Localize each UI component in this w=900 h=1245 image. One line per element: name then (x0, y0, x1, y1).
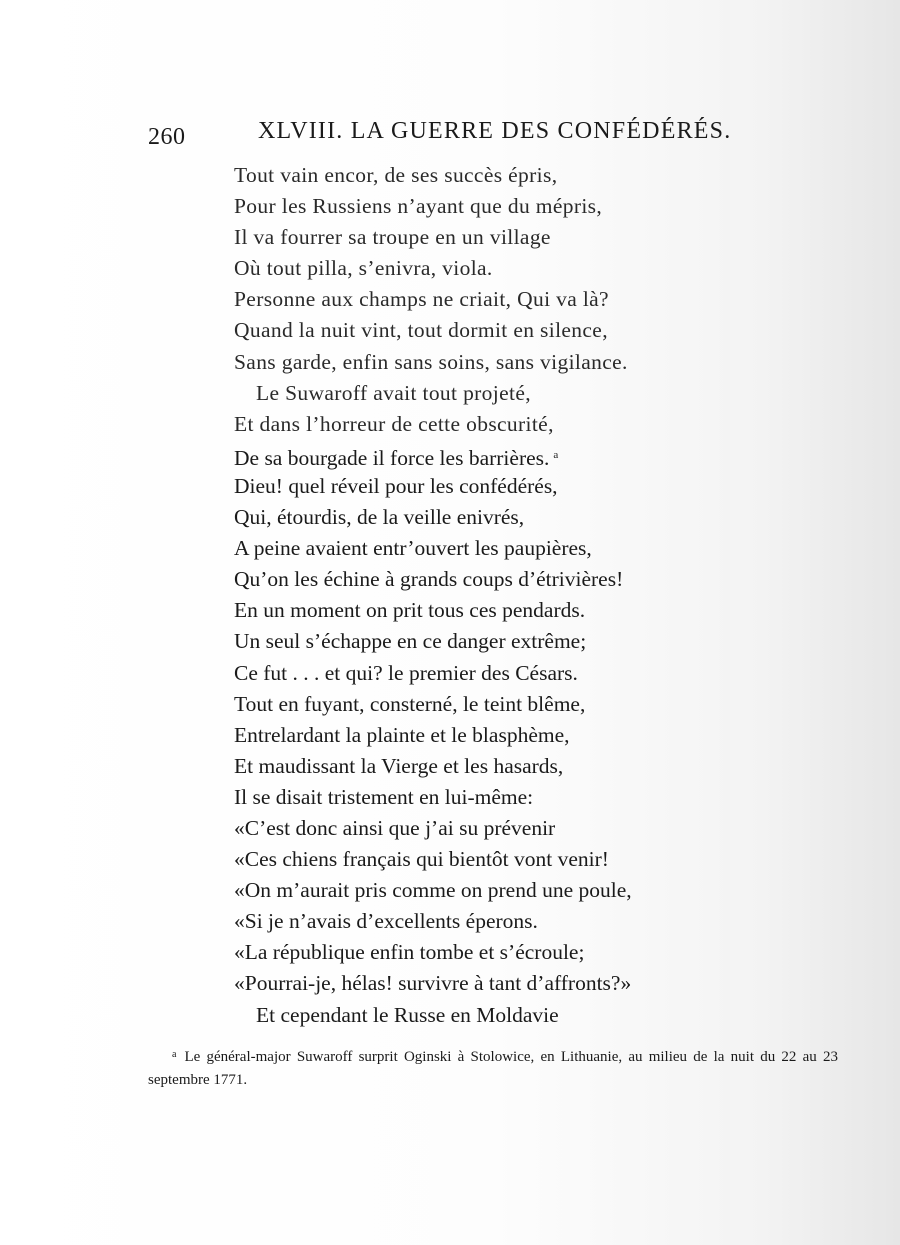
verse-line: Où tout pilla, s’enivra, viola. (234, 256, 493, 281)
verse-line: Tout vain encor, de ses succès épris, (234, 163, 558, 187)
verse-line: Et dans l’horreur de cette obscurité, (234, 411, 554, 436)
verse-line: «C’est donc ainsi que j’ai su prévenir (234, 815, 556, 840)
verse-line: Qu’on les échine à grands coups d’étrivières! (234, 567, 624, 592)
footnote-reference: a (553, 448, 559, 461)
footnote-marker: a (172, 1049, 177, 1060)
verse-line: Qui, étourdis, de la veille enivrés, (234, 505, 525, 530)
verse-line: Et cependant le Russe en Moldavie (256, 1002, 559, 1027)
footnote (148, 1043, 838, 1092)
verse-line: Un seul s’échappe en ce danger extrême; (234, 629, 587, 654)
verse-line: Entrelardant la plainte et le blasphème, (234, 722, 570, 747)
verse-line: «Si je n’avais d’excellents éperons. (234, 909, 538, 934)
verse-line: «Pourrai-je, hélas! survivre à tant d’affronts?» (234, 971, 632, 996)
verse-line: Pour les Russiens n’ayant que du mépris, (234, 194, 603, 219)
verse-line: «On m’aurait pris comme on prend une poule, (234, 878, 632, 903)
poem-body (234, 160, 794, 1031)
verse-line: Ce fut . . . et qui? le premier des Césars. (234, 660, 578, 685)
verse-line: Dieu! quel réveil pour les confédérés, (234, 473, 558, 498)
verse-text: De sa bourgade il force les barrières. (234, 445, 550, 470)
verse-line: Et maudissant la Vierge et les hasards, (234, 753, 564, 778)
footnote-text: Le général-major Suwaroff surprit Oginski à Stolowice, en Lithuanie, au milieu de la nuit du 22 au 23 septembre 1771. (148, 1049, 838, 1088)
verse-line: «Ces chiens français qui bientôt vont venir! (234, 847, 609, 872)
verse-line: A peine avaient entr’ouvert les paupières, (234, 536, 592, 561)
chapter-title: XLVIII. LA GUERRE DES CONFÉDÉRÉS. (258, 118, 732, 144)
verse-line: Sans garde, enfin sans soins, sans vigilance. (234, 349, 628, 374)
verse-line: Il va fourrer sa troupe en un village (234, 225, 551, 250)
verse-line: Il se disait tristement en lui-même: (234, 784, 534, 809)
running-head (0, 116, 900, 156)
verse-line: Quand la nuit vint, tout dormit en silence, (234, 318, 608, 343)
page-number: 260 (148, 124, 186, 150)
verse-line: Le Suwaroff avait tout projeté, (256, 380, 531, 405)
verse-line: En un moment on prit tous ces pendards. (234, 598, 586, 623)
verse-line-with-note (234, 440, 794, 471)
verse-line: Tout en fuyant, consterné, le teint blême, (234, 691, 586, 716)
verse-line: Personne aux champs ne criait, Qui va là? (234, 287, 609, 312)
verse-line: «La république enfin tombe et s’écroule; (234, 940, 585, 965)
